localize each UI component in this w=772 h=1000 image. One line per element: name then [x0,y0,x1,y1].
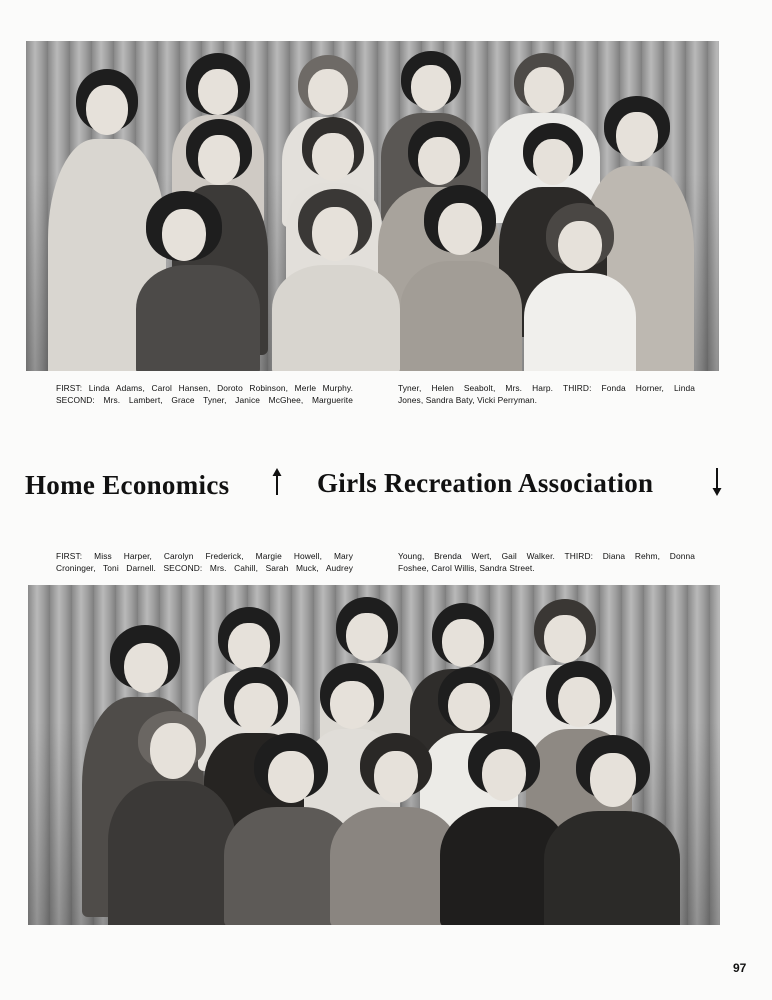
page-number: 97 [733,961,747,975]
arrow-up-icon [270,468,284,496]
caption-line: Foshee, Carol Willis, Sandra Street. [398,562,535,573]
arrow-down-icon [710,468,724,496]
top-caption-left [56,383,353,406]
bottom-caption-right [398,551,695,574]
caption-line: FIRST: Miss Harper, Carolyn Frederick, Margie Howell, Mary [56,551,353,561]
heading-home-economics: Home Economics [25,470,230,500]
bottom-caption-left [56,551,353,574]
caption-line: SECOND: Mrs. Lambert, Grace Tyner, Janice McGhee, Marguerite [56,394,353,405]
top-caption-right [398,383,695,406]
heading-girls-recreation-association: Girls Recreation Association [317,468,654,498]
top-group-photo [26,41,719,371]
caption-line: Croninger, Toni Darnell. SECOND: Mrs. Cahill, Sarah Muck, Audrey [56,562,353,573]
caption-line: Jones, Sandra Baty, Vicki Perryman. [398,394,538,405]
bottom-group-photo [28,585,720,925]
caption-line: Young, Brenda Wert, Gail Walker. THIRD: Diana Rehm, Donna [398,551,695,561]
caption-line: Tyner, Helen Seabolt, Mrs. Harp. THIRD: Fonda Horner, Linda [398,383,695,393]
caption-line: FIRST: Linda Adams, Carol Hansen, Doroto Robinson, Merle Murphy. [56,383,353,393]
